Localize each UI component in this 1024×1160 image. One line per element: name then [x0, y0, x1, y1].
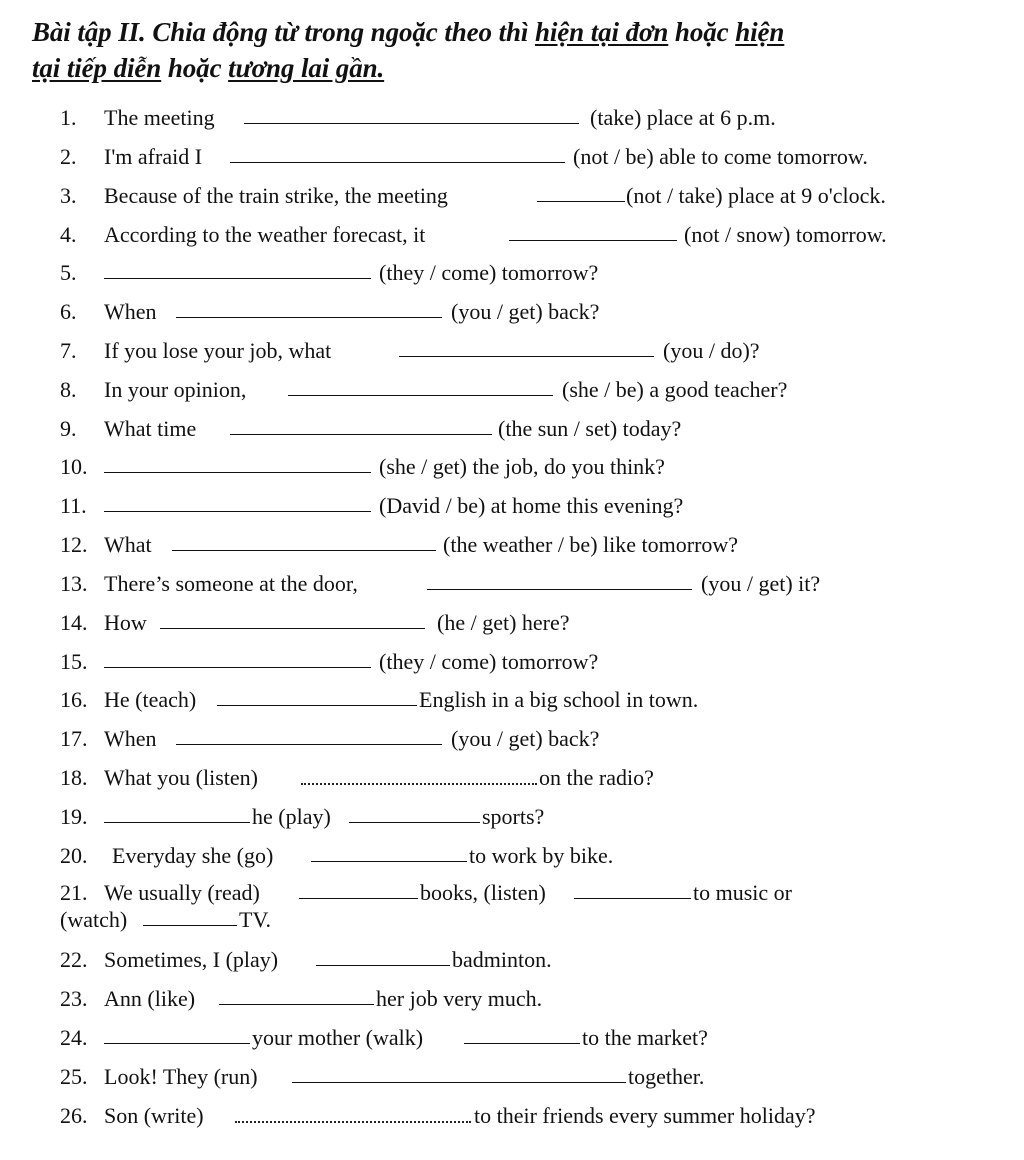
- item-text: Look! They (run): [104, 1064, 258, 1089]
- item-text: We usually (read): [104, 880, 260, 905]
- answer-blank[interactable]: [176, 295, 442, 318]
- item-number: 4.: [60, 222, 77, 247]
- item-text: (you / get) back?: [451, 299, 600, 324]
- answer-dotted-blank[interactable]: [235, 1099, 471, 1123]
- exercise-item: [0, 412, 1024, 446]
- answer-blank[interactable]: [349, 800, 480, 823]
- item-text: Ann (like): [104, 986, 196, 1011]
- item-text: English in a big school in town.: [419, 687, 699, 712]
- item-number: 21.: [60, 880, 88, 905]
- exercise-item: [0, 450, 1024, 484]
- item-text: Son (write): [104, 1103, 204, 1128]
- item-number: 8.: [60, 377, 77, 402]
- item-text: to music or: [693, 880, 792, 905]
- answer-blank[interactable]: [143, 903, 237, 926]
- answer-blank[interactable]: [464, 1021, 580, 1044]
- item-number: 3.: [60, 183, 77, 208]
- item-text: What: [104, 532, 152, 557]
- item-text: The meeting: [104, 105, 215, 130]
- answer-blank[interactable]: [176, 722, 442, 745]
- answer-blank[interactable]: [244, 101, 579, 124]
- exercise-item: [0, 1021, 1024, 1055]
- item-number: 10.: [60, 454, 88, 479]
- exercise-item: [0, 761, 1024, 795]
- exercise-item: [0, 528, 1024, 562]
- item-number: 6.: [60, 299, 77, 324]
- answer-dotted-blank[interactable]: [301, 761, 537, 785]
- answer-blank[interactable]: [288, 373, 553, 396]
- answer-blank[interactable]: [104, 256, 371, 279]
- item-text: (the sun / set) today?: [498, 416, 682, 441]
- answer-blank[interactable]: [230, 140, 565, 163]
- answer-blank[interactable]: [172, 528, 436, 551]
- item-text: (they / come) tomorrow?: [379, 649, 599, 674]
- exercise-item: [0, 256, 1024, 290]
- item-text: he (play): [252, 804, 331, 829]
- item-number: 16.: [60, 687, 88, 712]
- item-text: together.: [628, 1064, 705, 1089]
- item-text: (watch): [60, 907, 128, 932]
- exercise-item: [0, 982, 1024, 1016]
- item-text: There’s someone at the door,: [104, 571, 358, 596]
- item-number: 23.: [60, 986, 88, 1011]
- item-text: How: [104, 610, 147, 635]
- item-number: 15.: [60, 649, 88, 674]
- item-text: What you (listen): [104, 765, 258, 790]
- item-text: According to the weather forecast, it: [104, 222, 426, 247]
- answer-blank[interactable]: [230, 412, 492, 435]
- item-text: (they / come) tomorrow?: [379, 260, 599, 285]
- item-text: TV.: [239, 907, 271, 932]
- item-text: What time: [104, 416, 197, 441]
- answer-blank[interactable]: [104, 450, 371, 473]
- exercise-item: [0, 140, 1024, 174]
- answer-blank[interactable]: [509, 218, 677, 241]
- item-number: 5.: [60, 260, 77, 285]
- item-text: to their friends every summer holiday?: [474, 1103, 816, 1128]
- item-text: (you / get) it?: [701, 571, 821, 596]
- answer-blank[interactable]: [104, 645, 371, 668]
- answer-blank[interactable]: [292, 1060, 626, 1083]
- item-text: (you / get) back?: [451, 726, 600, 751]
- item-text: (not / be) able to come tomorrow.: [573, 144, 868, 169]
- item-text: your mother (walk): [252, 1025, 424, 1050]
- item-number: 12.: [60, 532, 88, 557]
- item-text: to the market?: [582, 1025, 708, 1050]
- item-number: 1.: [60, 105, 77, 130]
- item-text: (not / take) place at 9 o'clock.: [626, 183, 886, 208]
- item-number: 9.: [60, 416, 77, 441]
- answer-blank[interactable]: [217, 683, 417, 706]
- item-text: to work by bike.: [469, 843, 614, 868]
- exercise-item: [0, 373, 1024, 407]
- item-number: 14.: [60, 610, 88, 635]
- item-number: 11.: [60, 493, 87, 518]
- item-text: (she / be) a good teacher?: [562, 377, 788, 402]
- item-number: 20.: [60, 843, 88, 868]
- item-text: badminton.: [452, 947, 552, 972]
- item-text: (he / get) here?: [437, 610, 570, 635]
- exercise-item: [0, 101, 1024, 135]
- exercise-item: [0, 218, 1024, 252]
- item-text: He (teach): [104, 687, 197, 712]
- item-number: 26.: [60, 1103, 88, 1128]
- item-number: 24.: [60, 1025, 88, 1050]
- item-text: (David / be) at home this evening?: [379, 493, 684, 518]
- answer-blank[interactable]: [574, 876, 691, 899]
- item-text: Everyday she (go): [112, 843, 274, 868]
- item-number: 13.: [60, 571, 88, 596]
- answer-blank[interactable]: [104, 800, 250, 823]
- item-text: When: [104, 299, 157, 324]
- item-number: 17.: [60, 726, 88, 751]
- item-number: 2.: [60, 144, 77, 169]
- answer-blank[interactable]: [316, 943, 450, 966]
- exercise-item: [0, 567, 1024, 601]
- item-text: (she / get) the job, do you think?: [379, 454, 665, 479]
- item-text: (take) place at 6 p.m.: [590, 105, 776, 130]
- exercise-item: [0, 334, 1024, 368]
- answer-blank[interactable]: [160, 606, 425, 629]
- answer-blank[interactable]: [104, 1021, 250, 1044]
- answer-blank[interactable]: [427, 567, 692, 590]
- exercise-item: [0, 645, 1024, 679]
- item-text: (the weather / be) like tomorrow?: [443, 532, 739, 557]
- exercise-item-continued: [0, 903, 1024, 937]
- item-number: 25.: [60, 1064, 88, 1089]
- item-text: If you lose your job, what: [104, 338, 332, 363]
- answer-blank[interactable]: [399, 334, 654, 357]
- exercise-item: [0, 295, 1024, 329]
- item-text: I'm afraid I: [104, 144, 203, 169]
- exercise-item: [0, 800, 1024, 834]
- answer-blank[interactable]: [219, 982, 374, 1005]
- exercise-item: [0, 489, 1024, 523]
- exercise-item: [0, 1099, 1024, 1133]
- exercise-item: [0, 179, 1024, 213]
- exercise-item: [0, 943, 1024, 977]
- item-text: Sometimes, I (play): [104, 947, 279, 972]
- exercise-item: [0, 722, 1024, 756]
- answer-blank[interactable]: [104, 489, 371, 512]
- item-number: 18.: [60, 765, 88, 790]
- answer-blank[interactable]: [299, 876, 418, 899]
- exercise-item: [0, 839, 1024, 873]
- item-text: (not / snow) tomorrow.: [684, 222, 887, 247]
- item-number: 19.: [60, 804, 88, 829]
- item-number: 22.: [60, 947, 88, 972]
- exercise-item: [0, 606, 1024, 640]
- exercise-item: [0, 1060, 1024, 1094]
- item-text: sports?: [482, 804, 545, 829]
- answer-blank[interactable]: [311, 839, 467, 862]
- item-text: books, (listen): [420, 880, 546, 905]
- item-text: on the radio?: [539, 765, 654, 790]
- item-text: (you / do)?: [663, 338, 760, 363]
- item-text: In your opinion,: [104, 377, 247, 402]
- item-text: Because of the train strike, the meeting: [104, 183, 448, 208]
- answer-blank[interactable]: [537, 179, 625, 202]
- exercise-title: Bài tập II. Chia động từ trong ngoặc theo thì hiện tại đơn hoặc hiện tại tiếp diễn hoặc tương lai gần.: [32, 17, 785, 83]
- item-text: her job very much.: [376, 986, 543, 1011]
- item-number: 7.: [60, 338, 77, 363]
- item-text: When: [104, 726, 157, 751]
- exercise-item: [0, 683, 1024, 717]
